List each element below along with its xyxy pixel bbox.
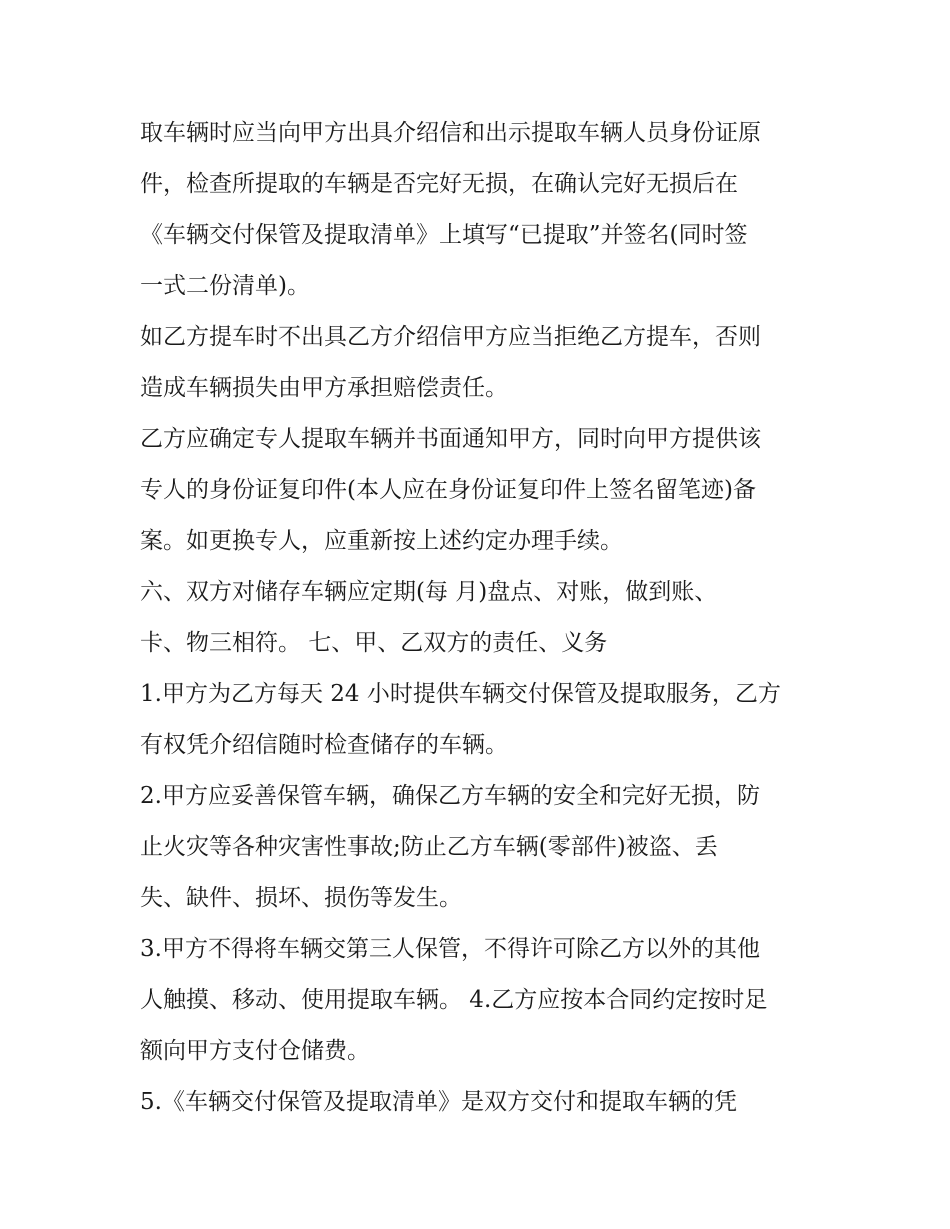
text-line: 2.甲方应妥善保管车辆，确保乙方车辆的安全和完好无损，防 bbox=[140, 783, 760, 809]
text-line: 《车辆交付保管及提取清单》上填写“已提取”并签名(同时签 bbox=[140, 222, 748, 248]
text-line: 3.甲方不得将车辆交第三人保管，不得许可除乙方以外的其他 bbox=[140, 936, 760, 962]
text-line: 案。如更换专人，应重新按上述约定办理手续。 bbox=[140, 528, 623, 554]
text-line: 1.甲方为乙方每天 24 小时提供车辆交付保管及提取服务，乙方 bbox=[140, 681, 781, 707]
text-line: 失、缺件、损坏、损伤等发生。 bbox=[140, 885, 462, 911]
text-line: 止火灾等各种灾害性事故;防止乙方车辆(零部件)被盗、丢 bbox=[140, 834, 718, 860]
text-line: 件，检查所提取的车辆是否完好无损，在确认完好无损后在 bbox=[140, 171, 738, 197]
text-line: 额向甲方支付仓储费。 bbox=[140, 1038, 370, 1064]
text-line: 六、双方对储存车辆应定期(每 月)盘点、对账，做到账、 bbox=[140, 579, 718, 605]
text-line: 如乙方提车时不出具乙方介绍信甲方应当拒绝乙方提车，否则 bbox=[140, 324, 761, 350]
text-line: 乙方应确定专人提取车辆并书面通知甲方，同时向甲方提供该 bbox=[140, 426, 761, 452]
text-line: 人触摸、移动、使用提取车辆。 4.乙方应按本合同约定按时足 bbox=[140, 987, 768, 1013]
text-line: 卡、物三相符。 七、甲、乙双方的责任、义务 bbox=[140, 630, 608, 656]
text-line: 一式二份清单)。 bbox=[140, 273, 310, 299]
text-line: 专人的身份证复印件(本人应在身份证复印件上签名留笔迹)备 bbox=[140, 477, 756, 503]
text-line: 造成车辆损失由甲方承担赔偿责任。 bbox=[140, 375, 508, 401]
text-line: 5.《车辆交付保管及提取清单》是双方交付和提取车辆的凭 bbox=[140, 1089, 737, 1115]
text-line: 取车辆时应当向甲方出具介绍信和出示提取车辆人员身份证原 bbox=[140, 120, 761, 146]
text-line: 有权凭介绍信随时检查储存的车辆。 bbox=[140, 732, 508, 758]
document-body bbox=[140, 108, 830, 1128]
